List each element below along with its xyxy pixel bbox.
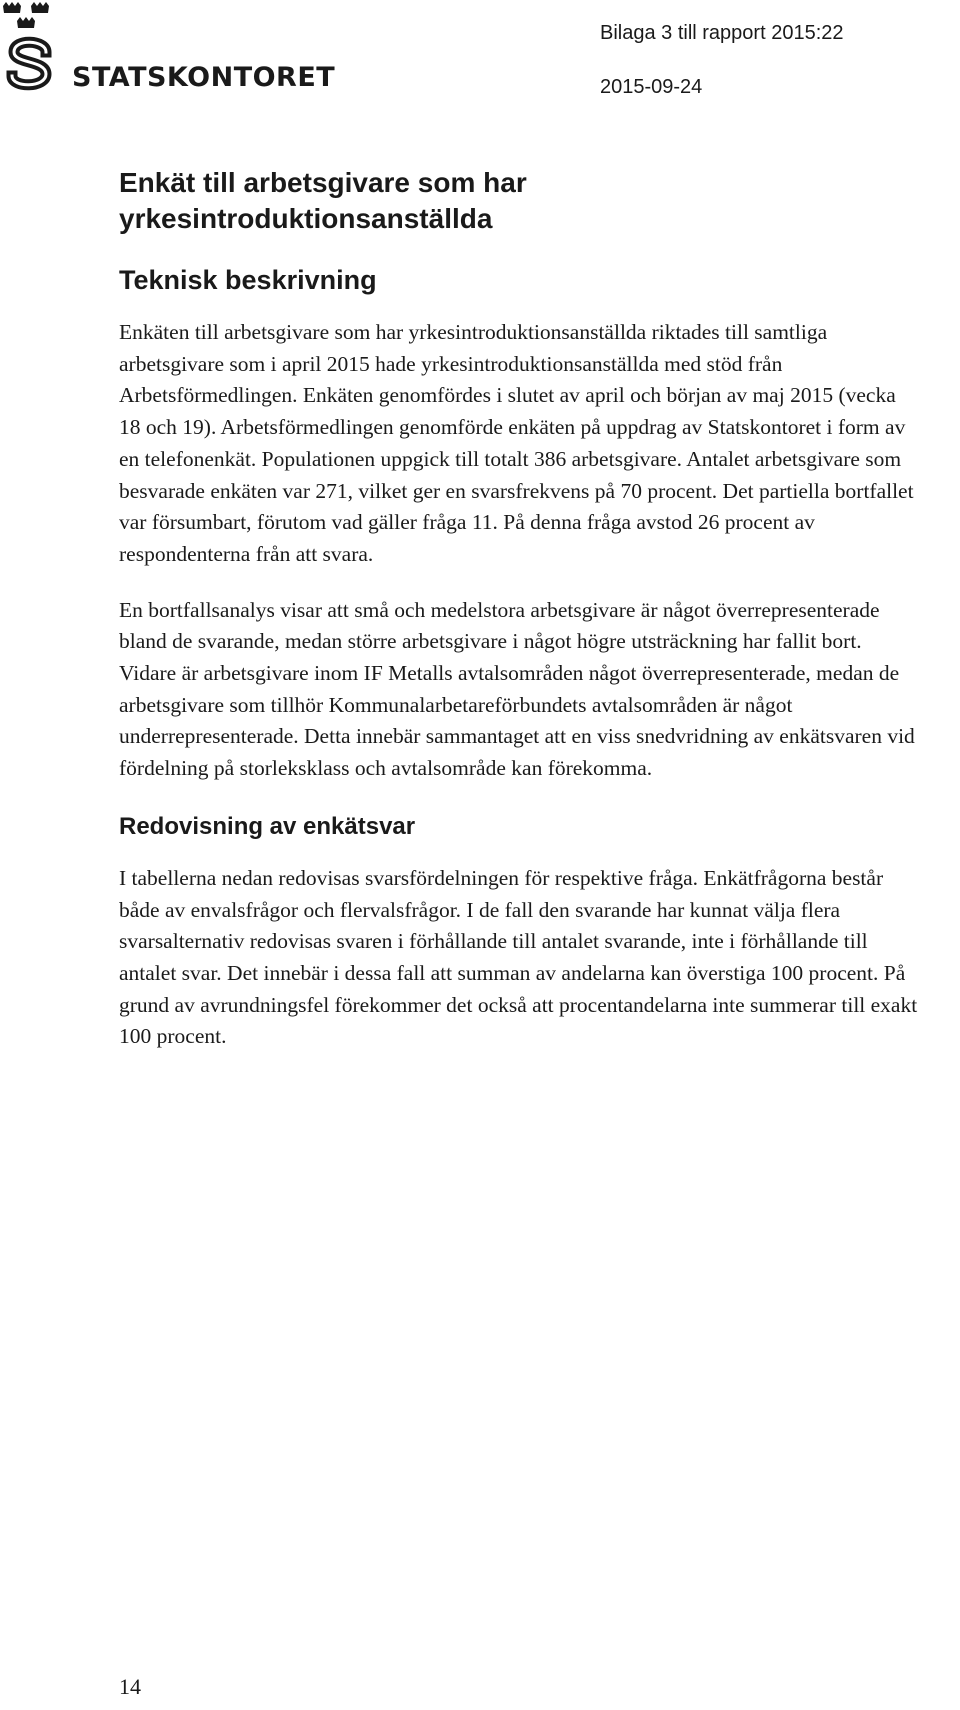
paragraph: Enkäten till arbetsgivare som har yrkesintroduktionsanställda riktades till samtliga arbetsgivare som i april 2015 hade yrkesintroduktionsanställda med stöd från Arbetsförmedlingen. Enkäten genomfördes i slutet av april och början av maj 2015 (vecka 18 och 19). Arbetsförmedlingen genomförde enkäten på uppdrag av Statskontoret i form av en telefonenkät. Populationen uppgick till totalt 386 arbetsgivare. Antalet arbetsgivare som besvarade enkäten var 271, vilket ger en svarsfrekvens på 70 procent. Det partiella bortfallet var försumbart, förutom vad gäller fråga 11. På denna fråga avstod 26 procent av respondenterna från att svara.	[119, 320, 914, 566]
paragraph: En bortfallsanalys visar att små och medelstora arbetsgivare är något överrepresenterade bland de svarande, medan större arbetsgivare i något högre utsträckning har fallit bort. Vidare är arbetsgivare inom IF Metalls avtalsområden något överrepresenterade, medan de arbetsgivare som tillhör Kommunalarbetareförbundets avtalsområden är något underrepresenterade. Detta innebär sammantaget att en viss snedvridning av enkätsvaren vid fördelning på storleksklass och avtalsområde kan förekomma.	[119, 597, 915, 781]
paragraph: I tabellerna nedan redovisas svarsfördelningen för respektive fråga. Enkätfrågorna består både av envalsfrågor och flervalsfrågor. I de fall den svarande har kunnat välja flera svarsalternativ redovisas svaren i förhållande till antalet svarande, inte i förhållande till antalet svar. Det innebär i dessa fall att summan av andelarna kan överstiga 100 procent. På grund av avrundningsfel förekommer det också att procentandelarna inte summerar till exakt 100 procent.	[119, 865, 918, 1049]
page-number: 14	[119, 1674, 141, 1699]
section-heading-redovisning: Redovisning av enkätsvar	[119, 812, 416, 840]
report-label: Bilaga 3 till rapport 2015:22	[600, 22, 844, 44]
statskontoret-logo	[0, 0, 360, 100]
document-date: 2015-09-24	[600, 76, 703, 98]
document-body	[119, 165, 919, 1053]
statskontoret-crowns-s-icon	[0, 0, 60, 100]
document-title: Enkät till arbetsgivare som har yrkesintroduktionsanställda	[119, 167, 527, 234]
section-heading-teknisk-beskrivning: Teknisk beskrivning	[119, 265, 377, 295]
org-name: STATSKONTORET	[72, 62, 336, 93]
